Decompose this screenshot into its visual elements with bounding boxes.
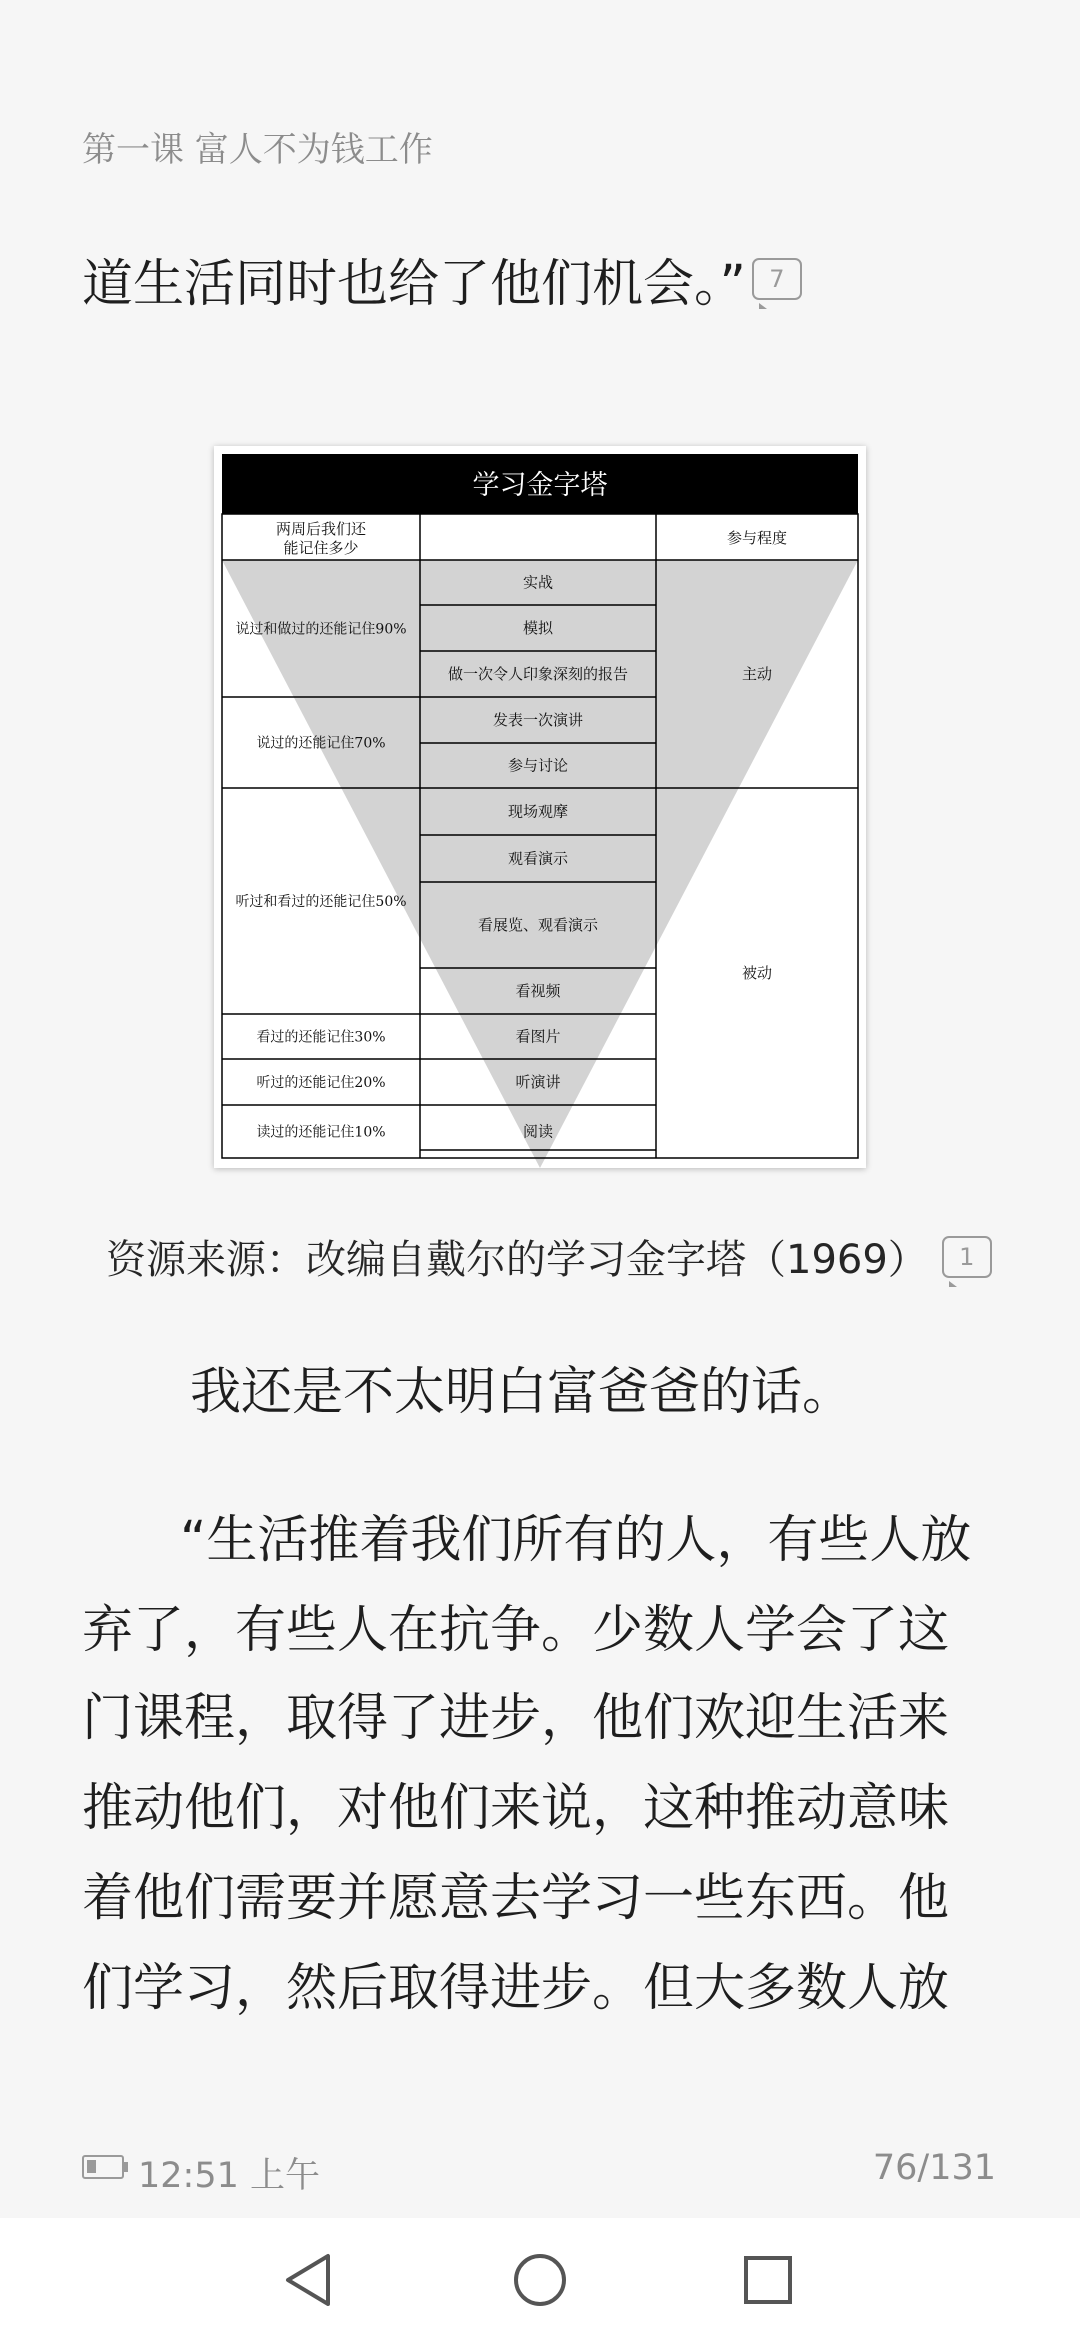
middle-item: 听演讲 [515, 1073, 561, 1091]
status-time: 12:51 上午 [138, 2156, 320, 2196]
column-header: 参与程度 [726, 529, 788, 547]
footnote-badge[interactable] [752, 258, 802, 300]
square-recents-icon [740, 2252, 796, 2308]
recents-button[interactable] [728, 2240, 808, 2320]
left-group-label: 说过的还能记住70% [256, 735, 386, 752]
left-group-label: 看过的还能记住30% [256, 1029, 386, 1046]
caption-text: 资源来源：改编自戴尔的学习金字塔（1969） [106, 1237, 928, 1283]
middle-item: 看视频 [515, 982, 561, 1000]
learning-pyramid-graphic [214, 446, 866, 1168]
page-indicator: 76/131 [872, 2148, 996, 2188]
left-group-label: 读过的还能记住10% [256, 1124, 386, 1141]
chapter-title: 第一课 富人不为钱工作 [82, 130, 433, 170]
middle-item: 做一次令人印象深刻的报告 [447, 665, 629, 683]
paragraph-line: 们学习，然后取得进步。但大多数人放 [82, 1959, 950, 2018]
footnote-number: 1 [959, 1242, 975, 1271]
battery-icon [82, 2155, 124, 2179]
paragraph-line: 弃了，有些人在抗争。少数人学会了这 [82, 1601, 950, 1660]
text-line-content: 道生活同时也给了他们机会。” [82, 255, 746, 314]
back-button[interactable] [268, 2240, 348, 2320]
circle-home-icon [510, 2250, 570, 2310]
middle-item: 参与讨论 [507, 756, 569, 775]
figure-title: 学习金字塔 [472, 470, 608, 501]
footnote-badge[interactable] [942, 1236, 992, 1278]
left-group-label: 说过和做过的还能记住90% [235, 621, 407, 638]
middle-item: 发表一次演讲 [492, 711, 584, 729]
column-header: 两周后我们还 [275, 520, 367, 538]
middle-item: 实战 [522, 573, 554, 592]
learning-pyramid-figure[interactable] [214, 446, 866, 1168]
middle-item: 模拟 [522, 619, 554, 637]
footnote-number: 7 [769, 265, 785, 293]
text-line [82, 242, 802, 316]
home-button[interactable] [500, 2240, 580, 2320]
middle-item: 看图片 [515, 1027, 561, 1046]
paragraph-line: 推动他们，对他们来说，这种推动意味 [82, 1779, 950, 1838]
left-group-label: 听过的还能记住20% [256, 1075, 386, 1091]
right-group-label: 被动 [741, 964, 773, 982]
column-header: 能记住多少 [283, 539, 359, 557]
battery-tip [124, 2162, 128, 2172]
middle-item: 现场观摩 [507, 802, 569, 821]
middle-item: 看展览、观看演示 [477, 916, 599, 934]
paragraph-line: 门课程，取得了进步，他们欢迎生活来 [82, 1689, 950, 1748]
left-group-label: 听过和看过的还能记住50% [235, 894, 407, 910]
middle-item: 阅读 [522, 1122, 554, 1141]
triangle-back-icon [280, 2250, 336, 2310]
paragraph-line: “生活推着我们所有的人，有些人放 [180, 1511, 972, 1570]
figure-caption [106, 1228, 992, 1285]
middle-item: 观看演示 [507, 849, 569, 868]
paragraph-line: 着他们需要并愿意去学习一些东西。他 [82, 1869, 950, 1928]
right-group-label: 主动 [741, 665, 773, 683]
paragraph: 我还是不太明白富爸爸的话。 [190, 1363, 854, 1422]
